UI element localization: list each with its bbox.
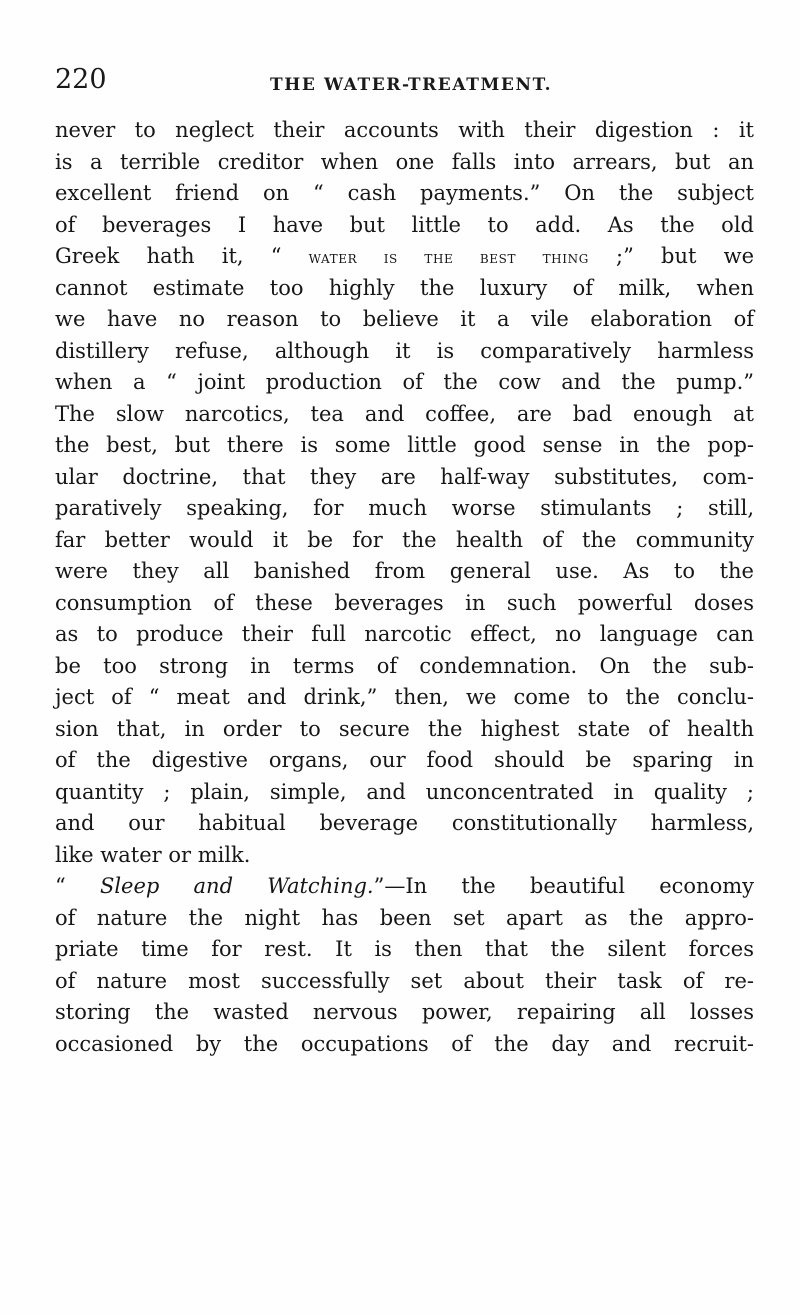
text-line: as to produce their full narcotic effect, no language can [55,622,754,646]
text-line: far better would it be for the health of the community [55,527,754,552]
text-line: consumption of these beverages in such powerful doses [55,590,754,615]
text-line: be too strong in terms of condemnation. On the sub- [55,653,754,678]
text-fragment: ;” but we [588,244,755,268]
text-line: ular doctrine, that they are half-way substitutes, com- [55,464,754,489]
text-line: priate time for rest. It is then that the silent forces [55,937,754,961]
text-line: distillery refuse, although it is comparatively harmless [55,338,754,363]
text-line: is a terrible creditor when one falls into arrears, but an [55,149,754,174]
text-line: of nature the night has been set apart as the appro- [55,905,754,930]
text-fragment: Greek hath it, “ [55,244,309,268]
text-line: sion that, in order to secure the highest state of health [55,716,754,741]
section-heading-line [55,871,754,903]
text-line: of nature most successfully set about their task of re- [55,968,754,993]
text-line: the best, but there is some little good sense in the pop- [55,433,754,457]
text-line: cannot estimate too highly the luxury of milk, when [55,275,754,300]
text-line [55,241,754,273]
text-fragment: ”—In the beautiful economy [373,874,754,898]
text-line: excellent friend on “ cash payments.” On the subject [55,181,754,205]
text-line: never to neglect their accounts with their digestion : it [55,118,754,142]
text-line: like water or milk. [55,842,251,867]
text-line: when a “ joint production of the cow and the pump.” [55,370,754,394]
text-line: were they all banished from general use. As to the [55,559,754,583]
running-title: THE WATER-TREATMENT. [270,75,553,95]
text-line: of the digestive organs, our food should be sparing in [55,748,754,772]
text-line: occasioned by the occupations of the day and recruit- [55,1031,754,1056]
smallcaps-quote: water is the best thing [308,248,589,268]
text-line: storing the wasted nervous power, repairing all losses [55,1000,754,1024]
open-quote: “ [55,874,100,898]
page-number: 220 [55,64,107,95]
text-line: paratively speaking, for much worse stimulants ; still, [55,496,754,520]
text-line: and our habitual beverage constitutionally harmless, [55,811,754,835]
text-line: ject of “ meat and drink,” then, we come to the conclu- [55,685,754,709]
section-heading: Sleep and Watching. [99,874,374,898]
body-text [55,115,754,1060]
text-line: The slow narcotics, tea and coffee, are bad enough at [55,401,754,426]
text-line: we have no reason to believe it a vile elaboration of [55,307,754,331]
text-line: of beverages I have but little to add. As the old [55,212,754,237]
running-head [55,64,755,104]
text-line: quantity ; plain, simple, and unconcentrated in quality ; [55,779,754,804]
